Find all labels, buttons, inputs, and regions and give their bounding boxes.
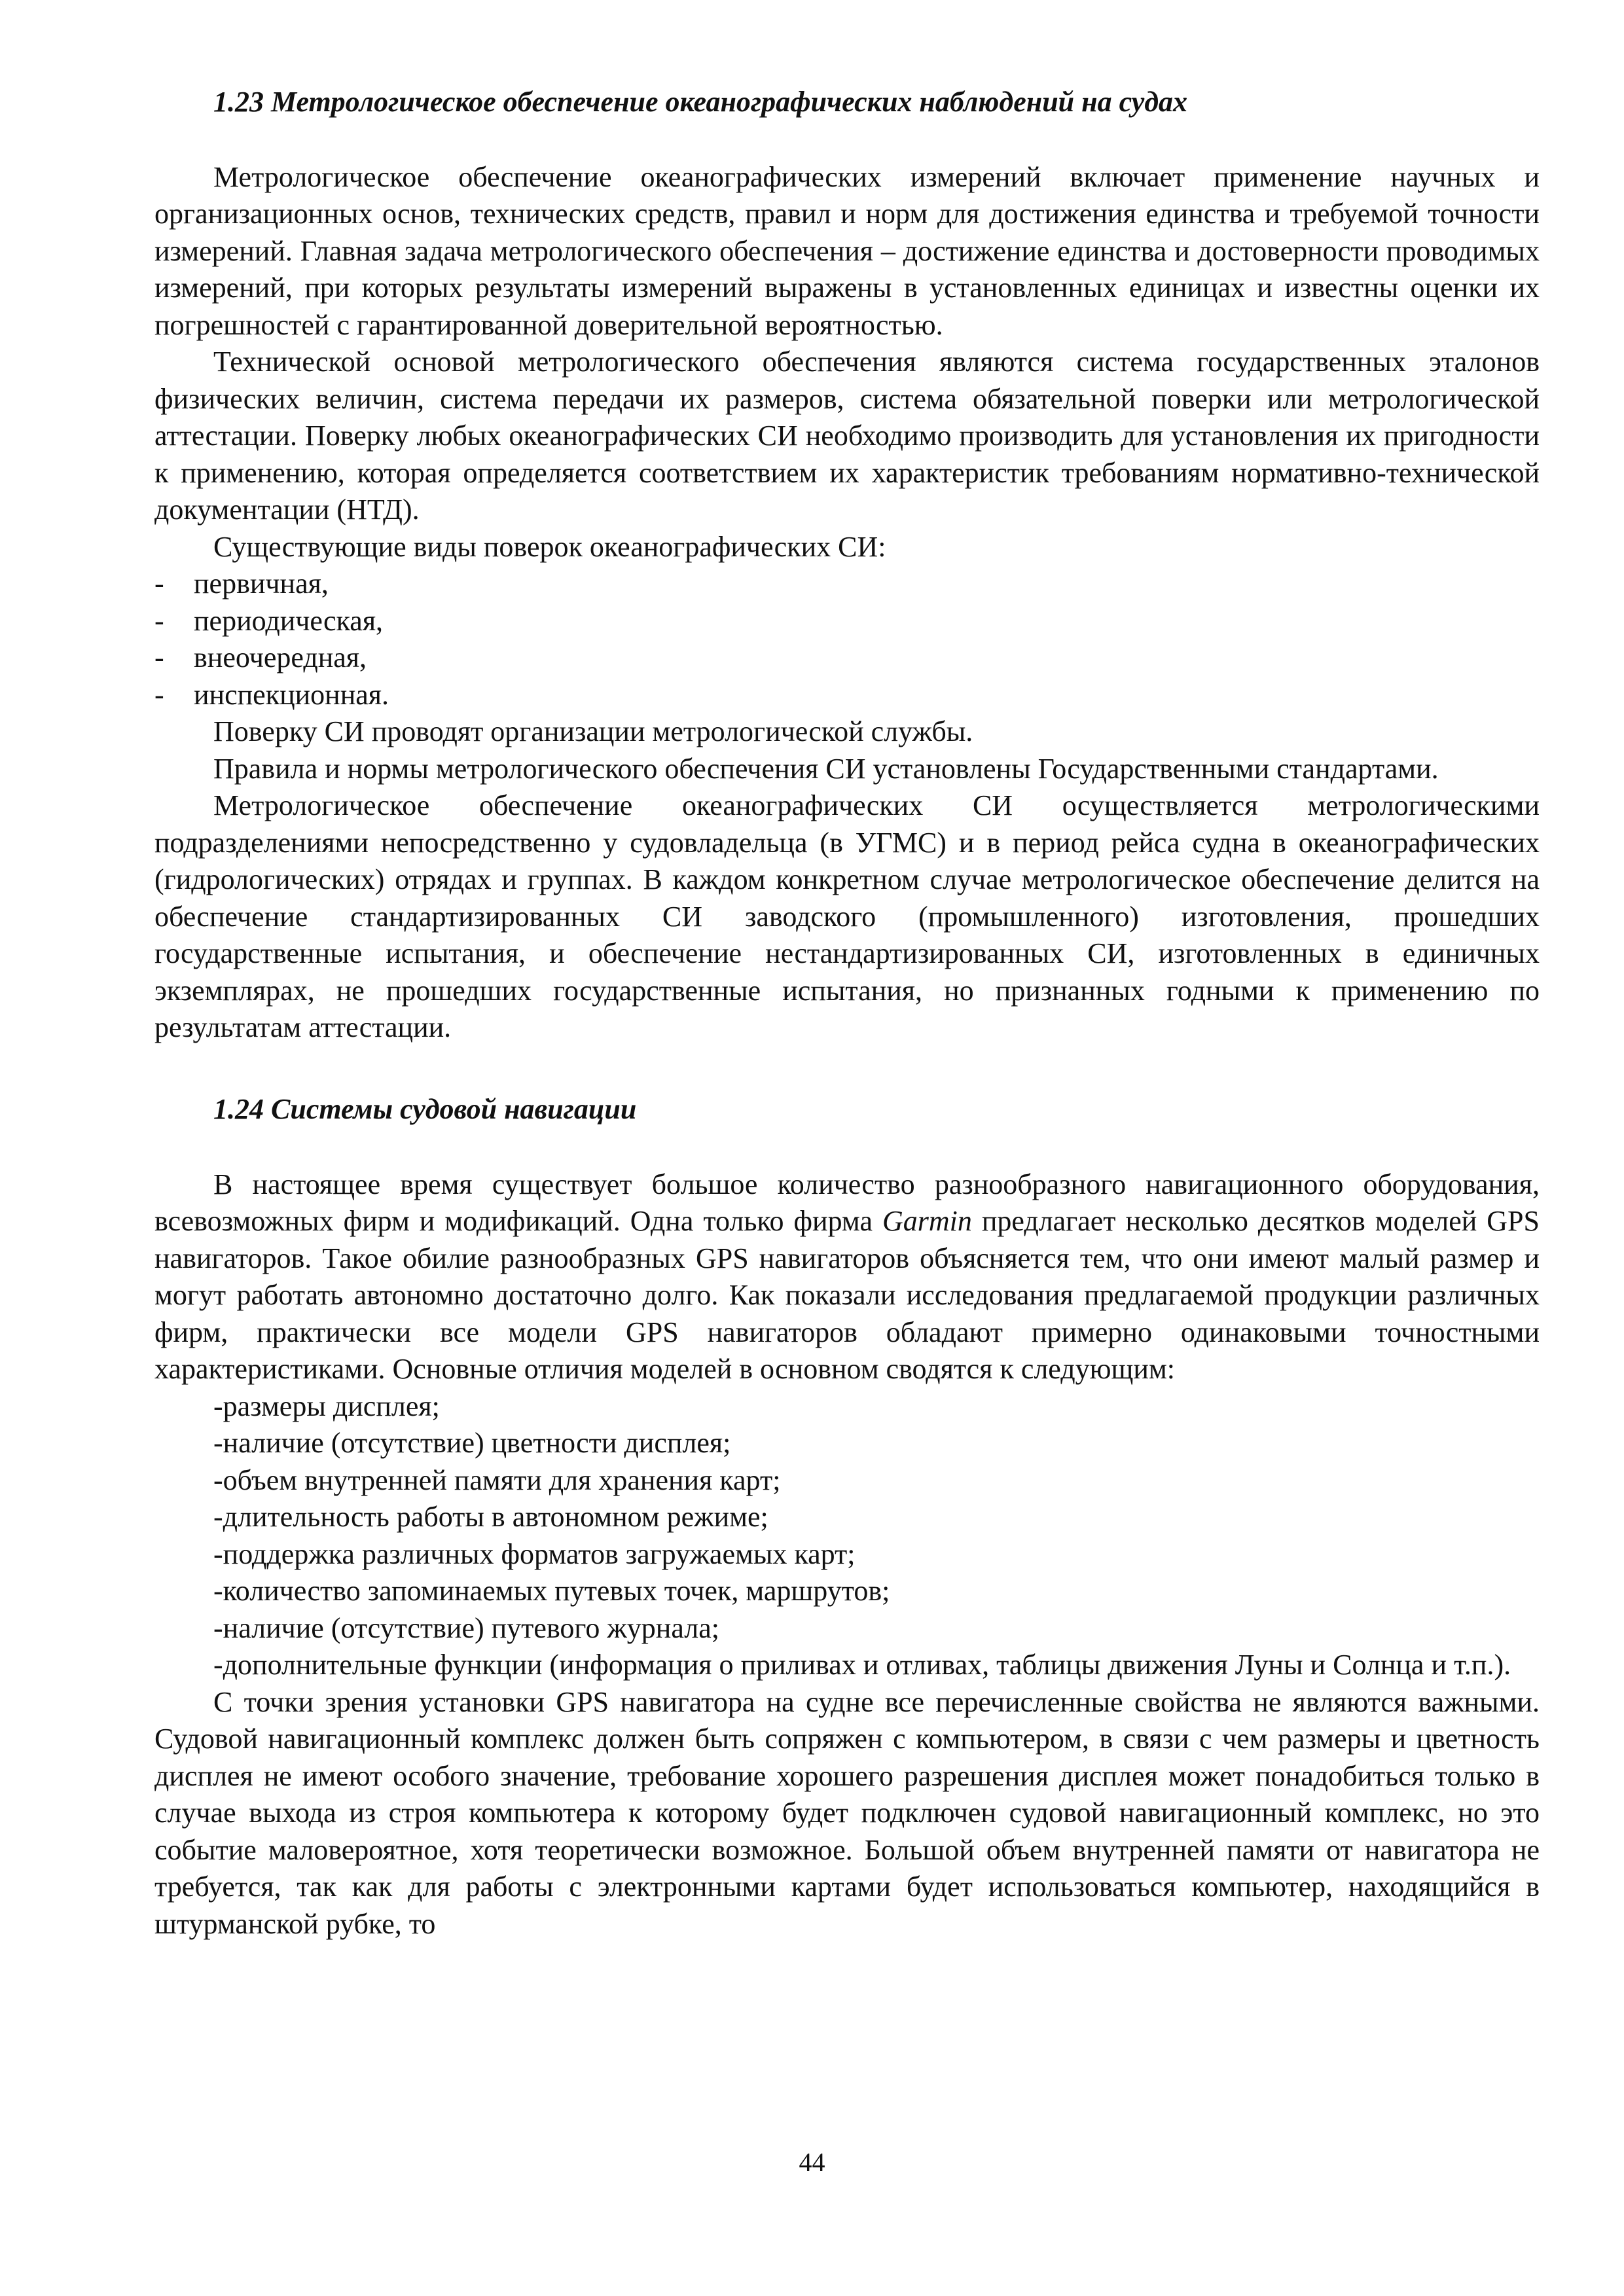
list-dash: -: [154, 641, 164, 674]
feature-item: -длительность работы в автономном режиме;: [213, 1501, 768, 1534]
feature-item: -поддержка различных форматов загружаемых карт;: [213, 1537, 856, 1570]
feature-item: -наличие (отсутствие) путевого журнала;: [213, 1611, 719, 1644]
feature-item: -объем внутренней памяти для хранения карт;: [213, 1463, 781, 1496]
list-item-text: внеочередная,: [194, 641, 367, 674]
document-page: [154, 85, 1540, 1943]
page-number: 44: [799, 2147, 825, 2177]
paragraph-text: В настоящее время существует большое количество разнообразного навигационного оборудования, всевозможных фирм и модификаций. Одна только фирма: [154, 1168, 1540, 1238]
list-item-text: инспекционная.: [194, 678, 389, 711]
paragraph-text: предлагает несколько десятков моделей GPS навигаторов. Такое обилие разнообразных GPS навигаторов объясняется тем, что они имеют малый размер и могут работать автономно достаточно долго. Как показали исследования предлагаемой продукции различных фирм, практически все модели GPS навигаторов обладают примерно одинаковыми точностными характеристиками. Основные отличия моделей в основном сводятся к следующим:: [154, 1205, 1540, 1386]
list-item: [154, 639, 1540, 677]
verification-types-list: [154, 565, 1540, 713]
paragraph: Метрологическое обеспечение океанографических измерений включает применение научных и организационных основ, технических средств, правил и норм для достижения единства и требуемой точности измерений. Главная задача метрологического обеспечения – достижение единства и достоверности проводимых измерений, при которых результаты измерений выражены в установленных единицах и известны оценки их погрешностей с гарантированной доверительной вероятностью.: [154, 160, 1540, 341]
list-dash: -: [154, 678, 164, 711]
list-item: [154, 677, 1540, 714]
paragraph: Поверку СИ проводят организации метрологической службы.: [213, 715, 973, 748]
paragraph: С точки зрения установки GPS навигатора на судне все перечисленные свойства не являются важными. Судовой навигационный комплекс должен быть сопряжен с компьютером, в связи с чем размеры и цветность дисплея не имеют особого значение, требование хорошего разрешения дисплея может понадобиться только в случае выхода из строя компьютера к которому будет подключен судовой навигационный комплекс, но это событие маловероятное, хотя теоретически возможное. Большой объем внутренней памяти от навигатора не требуется, так как для работы с электронными картами будет использоваться компьютер, находящийся в штурманской рубке, то: [154, 1685, 1540, 1940]
feature-item: -дополнительные функции (информация о приливах и отливах, таблицы движения Луны и Солнца и т.п.).: [213, 1649, 1511, 1681]
paragraph: Существующие виды поверок океанографических СИ:: [213, 530, 886, 563]
paragraph: Технической основой метрологического обеспечения являются система государственных эталонов физических величин, система передачи их размеров, система обязательной поверки или метрологической аттестации. Поверку любых океанографических СИ необходимо производить для установления их пригодности к применению, которая определяется соответствием их характеристик требованиям нормативно-технической документации (НТД).: [154, 346, 1540, 526]
paragraph: Правила и нормы метрологического обеспечения СИ установлены Государственными стандартами.: [213, 752, 1439, 785]
paragraph: Метрологическое обеспечение океанографических СИ осуществляется метрологическими подразделениями непосредственно у судовладельца (в УГМС) и в период рейса судна в океанографических (гидрологических) отрядах и группах. В каждом конкретном случае метрологическое обеспечение делится на обеспечение стандартизированных СИ заводского (промышленного) изготовления, прошедших государственные испытания, и обеспечение нестандартизированных СИ, изготовленных в единичных экземплярах, не прошедших государственные испытания, но признанных годными к применению по результатам аттестации.: [154, 789, 1540, 1044]
list-item-text: периодическая,: [194, 604, 384, 637]
section-title-1-24: 1.24 Системы судовой навигации: [213, 1092, 637, 1125]
feature-item: -наличие (отсутствие) цветности дисплея;: [213, 1427, 731, 1460]
section-title-1-23: 1.23 Метрологическое обеспечение океанографических наблюдений на судах: [213, 86, 1188, 118]
list-item: [154, 565, 1540, 603]
list-item-text: первичная,: [194, 567, 329, 600]
feature-item: -размеры дисплея;: [213, 1390, 440, 1422]
feature-item: -количество запоминаемых путевых точек, маршрутов;: [213, 1575, 890, 1607]
list-dash: -: [154, 567, 164, 600]
paragraph: [154, 1166, 1540, 1388]
brand-name: Garmin: [882, 1205, 972, 1238]
list-item: [154, 603, 1540, 640]
list-dash: -: [154, 604, 164, 637]
